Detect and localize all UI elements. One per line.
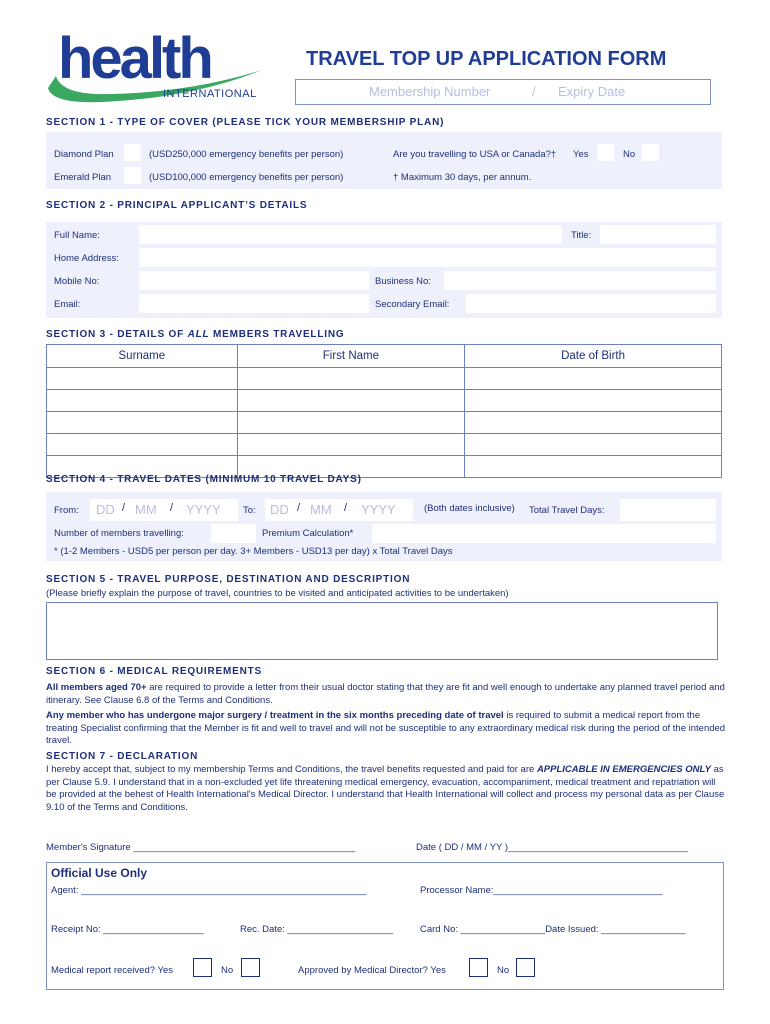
separator: / <box>122 502 126 514</box>
premium-field[interactable] <box>372 524 716 543</box>
to-label: To: <box>243 505 256 516</box>
emerald-plan-desc: (USD100,000 emergency benefits per person) <box>149 172 344 183</box>
members-count-label: Number of members travelling: <box>54 528 184 539</box>
mobile-label: Mobile No: <box>54 276 100 287</box>
table-row <box>47 390 722 412</box>
section6-heading: SECTION 6 - MEDICAL REQUIREMENTS <box>46 666 262 677</box>
table-row <box>47 434 722 456</box>
section7-heading: SECTION 7 - DECLARATION <box>46 751 199 762</box>
emerald-plan-label: Emerald Plan <box>54 172 112 183</box>
separator: / <box>344 502 348 514</box>
declaration-paragraph: I hereby accept that, subject to my membership Terms and Conditions, the travel benefits requested and paid for are APPLICABLE IN EMERGENCIES ONLY as per Clause 5.9. I understand that in a non-excluded yet life threatening medical emergency, evacuation, accompaniment, medical treatment and repatriation will be provided at the behest of Health International's Medical Director. I understand that Health International will collect and process my personal data as per Clause 9.10 of the Terms and Conditions. <box>46 764 725 813</box>
home-address-label: Home Address: <box>54 253 119 264</box>
section1-heading: SECTION 1 - TYPE OF COVER (PLEASE TICK YOUR MEMBERSHIP PLAN) <box>46 117 445 128</box>
medical-report-label: Medical report received? Yes <box>51 965 173 976</box>
title-field[interactable] <box>600 225 716 244</box>
section5-subtitle: (Please briefly explain the purpose of travel, countries to be visited and anticipated activities to be undertaken) <box>46 588 509 599</box>
logo: health <box>58 26 211 91</box>
business-label: Business No: <box>375 276 431 287</box>
separator: / <box>297 502 301 514</box>
full-name-label: Full Name: <box>54 230 100 241</box>
max-days-note: † Maximum 30 days, per annum. <box>393 172 532 183</box>
membership-number-placeholder: Membership Number <box>369 84 491 99</box>
members-table <box>46 344 722 478</box>
from-label: From: <box>54 505 79 516</box>
business-field[interactable] <box>444 271 716 290</box>
approved-yes-checkbox[interactable] <box>469 958 488 977</box>
total-days-label: Total Travel Days: <box>529 505 605 516</box>
email-field[interactable] <box>139 294 369 313</box>
usa-yes-label: Yes <box>573 149 589 160</box>
usa-yes-checkbox[interactable] <box>597 144 614 161</box>
table-row <box>47 368 722 390</box>
rec-date-line[interactable]: Rec. Date: ____________________ <box>240 924 394 935</box>
secondary-email-field[interactable] <box>466 294 716 313</box>
to-dd-placeholder: DD <box>270 502 289 517</box>
purpose-textarea[interactable] <box>46 602 718 660</box>
premium-label: Premium Calculation* <box>262 528 354 539</box>
medical-no-label: No <box>221 965 234 976</box>
agent-line[interactable]: Agent: ______________________________________________________ <box>51 885 367 896</box>
home-address-field[interactable] <box>139 248 716 267</box>
diamond-plan-desc: (USD250,000 emergency benefits per person) <box>149 149 344 160</box>
from-dd-placeholder: DD <box>96 502 115 517</box>
section1-panel <box>46 132 722 189</box>
mobile-field[interactable] <box>139 271 369 290</box>
surname-header: Surname <box>47 345 238 368</box>
membership-field[interactable] <box>295 79 711 105</box>
processor-line[interactable]: Processor Name:________________________________ <box>420 885 663 896</box>
official-use-title: Official Use Only <box>51 866 148 880</box>
emerald-plan-checkbox[interactable] <box>124 167 141 184</box>
section4-heading: SECTION 4 - TRAVEL DATES (MINIMUM 10 TRAVEL DAYS) <box>46 474 362 485</box>
total-days-field[interactable] <box>620 499 716 521</box>
approved-no-checkbox[interactable] <box>516 958 535 977</box>
medical-paragraph-1: All members aged 70+ are required to provide a letter from their usual doctor stating that they are fit and well enough to undertake any planned travel period and itinerary. See Clause 6.8 of the Terms and Conditions. <box>46 682 725 706</box>
section2-heading: SECTION 2 - PRINCIPAL APPLICANT’S DETAILS <box>46 200 308 211</box>
inclusive-note: (Both dates inclusive) <box>424 503 515 514</box>
medical-yes-checkbox[interactable] <box>193 958 212 977</box>
to-mm-placeholder: MM <box>310 502 332 517</box>
from-yyyy-placeholder: YYYY <box>186 502 221 517</box>
diamond-plan-label: Diamond Plan <box>54 149 114 160</box>
page-title: TRAVEL TOP UP APPLICATION FORM <box>306 48 667 70</box>
member-signature-line[interactable]: Member's Signature __________________________________________ <box>46 842 356 853</box>
usa-no-checkbox[interactable] <box>642 144 659 161</box>
medical-no-checkbox[interactable] <box>241 958 260 977</box>
dob-header: Date of Birth <box>465 345 722 368</box>
diamond-plan-checkbox[interactable] <box>124 144 141 161</box>
signature-date-line[interactable]: Date ( DD / MM / YY )__________________________________ <box>416 842 688 853</box>
approved-no-label: No <box>497 965 510 976</box>
section5-heading: SECTION 5 - TRAVEL PURPOSE, DESTINATION AND DESCRIPTION <box>46 574 411 585</box>
full-name-field[interactable] <box>139 225 562 244</box>
section3-heading: SECTION 3 - DETAILS OF ALL MEMBERS TRAVELLING <box>46 329 345 340</box>
members-count-field[interactable] <box>211 524 256 543</box>
from-mm-placeholder: MM <box>135 502 157 517</box>
title-label: Title: <box>571 230 592 241</box>
secondary-email-label: Secondary Email: <box>375 299 450 310</box>
table-row <box>47 412 722 434</box>
logo-subtitle: INTERNATIONAL <box>163 88 257 100</box>
usa-question: Are you travelling to USA or Canada?† <box>393 149 557 160</box>
expiry-date-placeholder: Expiry Date <box>558 84 626 99</box>
email-label: Email: <box>54 299 81 310</box>
approved-label: Approved by Medical Director? Yes <box>298 965 446 976</box>
premium-footnote: * (1-2 Members - USD5 per person per day. 3+ Members - USD13 per day) x Total Travel Days <box>54 546 453 557</box>
receipt-line[interactable]: Receipt No: ___________________ <box>51 924 204 935</box>
to-yyyy-placeholder: YYYY <box>361 502 396 517</box>
separator: / <box>170 502 174 514</box>
separator: / <box>532 84 536 99</box>
first-name-header: First Name <box>237 345 464 368</box>
card-issued-line[interactable]: Card No: ________________Date Issued: ________________ <box>420 924 686 935</box>
medical-paragraph-2: Any member who has undergone major surgery / treatment in the six months preceding date of travel is required to submit a medical report from the treating Specialist confirming that the Member is fit and well to travel and will not be susceptible to any extraordinary medical risk during the period of the intended travel. <box>46 710 726 746</box>
usa-no-label: No <box>623 149 636 160</box>
